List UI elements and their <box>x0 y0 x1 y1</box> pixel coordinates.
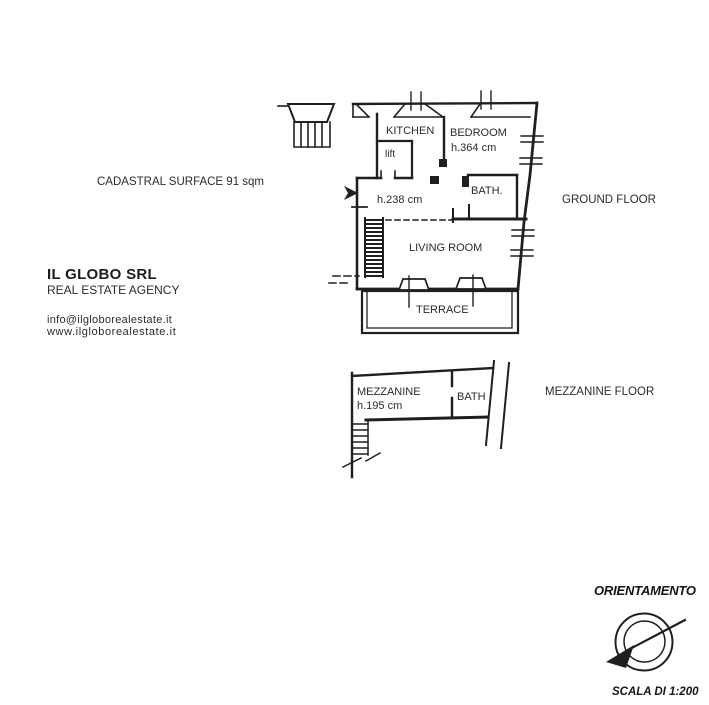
agency-website: www.ilgloborealestate.it <box>47 326 177 338</box>
orientation-title: ORIENTAMENTO <box>594 583 696 598</box>
external-stairs-icon <box>278 104 334 147</box>
room-label-bath-mezzanine: BATH <box>457 391 486 403</box>
mezzanine-floor-label: MEZZANINE FLOOR <box>545 386 655 398</box>
mezzanine-height-label: h.195 cm <box>357 400 403 412</box>
cadastral-surface-label: CADASTRAL SURFACE 91 sqm <box>97 176 265 188</box>
room-label-mezzanine: MEZZANINE <box>357 386 421 398</box>
hall-living-divider <box>386 209 526 222</box>
agency-name: IL GLOBO SRL <box>47 266 157 283</box>
agency-email: info@ilgloborealestate.it <box>47 314 173 326</box>
dashed-boundary <box>329 276 359 283</box>
room-label-kitchen: KITCHEN <box>386 125 435 137</box>
room-label-lift: lift <box>385 149 395 160</box>
bedroom-height-label: h.364 cm <box>451 142 497 154</box>
north-wall <box>353 91 537 117</box>
room-label-bath-ground: BATH. <box>471 185 503 197</box>
agency-tagline: REAL ESTATE AGENCY <box>47 283 180 297</box>
scale-label: SCALA DI 1:200 <box>612 686 699 698</box>
mezzanine-stairs-icon <box>343 420 380 467</box>
room-label-bedroom: BEDROOM <box>450 127 507 139</box>
room-label-living: LIVING ROOM <box>409 242 483 254</box>
room-label-terrace: TERRACE <box>416 304 469 316</box>
mezzanine-plan <box>343 361 509 477</box>
hall-height-label: h.238 cm <box>377 194 423 206</box>
ground-floor-label: GROUND FLOOR <box>562 194 656 206</box>
compass-orientation-icon <box>606 614 685 671</box>
internal-stairs-icon <box>365 218 383 277</box>
